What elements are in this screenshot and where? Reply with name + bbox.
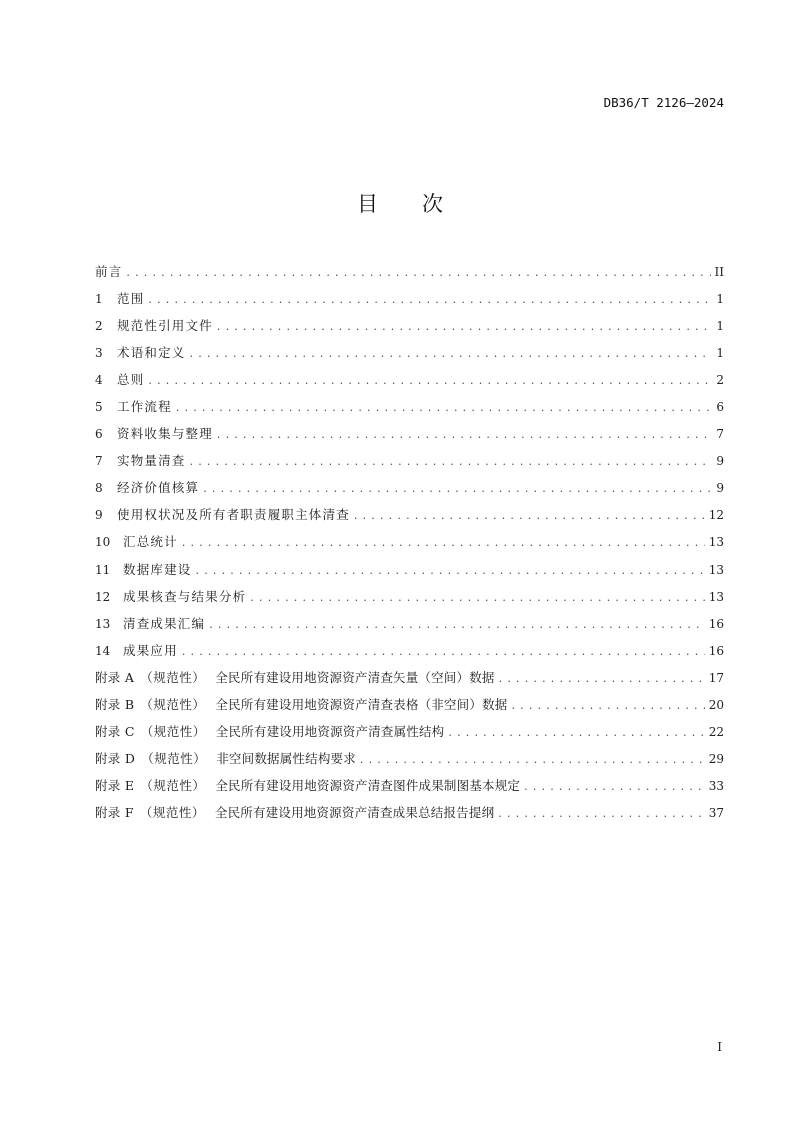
dot-leader (182, 643, 705, 661)
appendix-prefix: 附录 F (95, 804, 134, 820)
toc-entry-5[interactable] (95, 398, 724, 425)
toc-appendix-e[interactable] (95, 777, 724, 804)
toc-entry-number: 1 (95, 292, 103, 307)
toc-appendix-c[interactable] (95, 723, 724, 750)
standard-code: DB36/T 2126—2024 (603, 95, 724, 110)
toc-entry-label: 使用权状况及所有者职责履职主体清查 (117, 507, 350, 523)
appendix-label: 全民所有建设用地资源资产清查属性结构 (215, 723, 445, 739)
toc-entry-number: 14 (95, 643, 111, 658)
toc-entry-label: 经济价值核算 (117, 480, 200, 496)
toc-entry-label: 前言 (95, 264, 123, 279)
dot-leader (190, 345, 713, 363)
toc-entry-11[interactable] (95, 561, 724, 588)
toc-entry-page: 2 (716, 373, 724, 388)
toc-entry-page: 13 (708, 535, 724, 550)
toc-appendix-b[interactable] (95, 696, 724, 723)
page-title (0, 188, 800, 218)
appendix-type: （规范性） (140, 723, 206, 739)
toc-entry-13[interactable] (95, 615, 724, 642)
toc-entry-label: 实物量清查 (117, 453, 186, 469)
toc-entry-page: 16 (708, 616, 724, 631)
toc-entry-label: 术语和定义 (117, 345, 186, 361)
dot-leader (360, 751, 705, 769)
toc-entry-8[interactable] (95, 479, 724, 506)
toc-entry-number: 13 (95, 616, 111, 631)
toc-appendix-a[interactable] (95, 669, 724, 696)
dot-leader (250, 589, 704, 607)
dot-leader (176, 399, 713, 417)
appendix-prefix: 附录 A (95, 669, 135, 685)
toc-entry-page: 9 (716, 454, 724, 469)
dot-leader (511, 697, 704, 715)
toc-entry-page: 13 (708, 562, 724, 577)
toc-entry-foreword[interactable] (95, 263, 724, 290)
appendix-page: 37 (708, 805, 724, 820)
toc-entry-3[interactable] (95, 344, 724, 371)
toc-entry-number: 7 (95, 454, 103, 469)
appendix-page: 33 (708, 778, 724, 793)
appendix-type: （规范性） (140, 669, 206, 685)
table-of-contents (95, 263, 724, 831)
appendix-page: 29 (708, 751, 724, 766)
toc-entry-label: 成果应用 (123, 642, 178, 658)
toc-entry-page: 16 (708, 643, 724, 658)
appendix-prefix: 附录 E (95, 777, 135, 793)
dot-leader (209, 616, 705, 634)
appendix-label: 全民所有建设用地资源资产清查表格（非空间）数据 (215, 696, 508, 712)
dot-leader (217, 426, 712, 444)
dot-leader (148, 291, 712, 309)
toc-entry-page: 6 (716, 400, 724, 415)
toc-appendix-d[interactable] (95, 750, 724, 777)
page-number: I (717, 1040, 722, 1054)
toc-entry-label: 总则 (117, 372, 145, 388)
toc-entry-page: 1 (716, 346, 724, 361)
toc-entry-12[interactable] (95, 588, 724, 615)
toc-entry-number: 8 (95, 481, 103, 496)
dot-leader (203, 480, 712, 498)
appendix-type: （规范性） (139, 804, 205, 820)
appendix-prefix: 附录 B (95, 696, 135, 712)
toc-entry-6[interactable] (95, 425, 724, 452)
appendix-prefix: 附录 C (95, 723, 135, 739)
toc-entry-page: 12 (708, 508, 724, 523)
toc-entry-page: 1 (716, 319, 724, 334)
dot-leader (354, 507, 705, 525)
appendix-prefix: 附录 D (95, 750, 136, 766)
appendix-label: 全民所有建设用地资源资产清查成果总结报告提纲 (214, 804, 495, 820)
dot-leader (499, 670, 705, 688)
dot-leader (148, 372, 712, 390)
toc-entry-number: 12 (95, 589, 111, 604)
toc-entry-number: 4 (95, 373, 103, 388)
toc-entry-10[interactable] (95, 533, 724, 560)
appendix-type: （规范性） (140, 777, 206, 793)
toc-entry-9[interactable] (95, 506, 724, 533)
toc-entry-page: II (714, 265, 724, 279)
appendix-type: （规范性） (140, 696, 206, 712)
toc-entry-label: 资料收集与整理 (117, 426, 213, 442)
toc-entry-page: 7 (716, 427, 724, 442)
dot-leader (190, 453, 713, 471)
appendix-label: 非空间数据属性结构要求 (216, 750, 356, 766)
toc-entry-label: 范围 (117, 291, 145, 307)
appendix-label: 全民所有建设用地资源资产清查矢量（空间）数据 (215, 669, 495, 685)
dot-leader (217, 318, 712, 336)
toc-entry-number: 11 (95, 562, 111, 577)
appendix-type: （规范性） (141, 750, 207, 766)
dot-leader (196, 562, 705, 580)
toc-entry-label: 数据库建设 (123, 561, 192, 577)
toc-entry-7[interactable] (95, 452, 724, 479)
toc-entry-label: 汇总统计 (123, 534, 178, 550)
title-char-2: 次 (422, 192, 443, 216)
toc-entry-number: 6 (95, 427, 103, 442)
toc-entry-4[interactable] (95, 371, 724, 398)
appendix-label: 全民所有建设用地资源资产清查图件成果制图基本规定 (215, 777, 521, 793)
appendix-page: 17 (708, 670, 724, 685)
toc-entry-label: 工作流程 (117, 399, 172, 415)
toc-entry-14[interactable] (95, 642, 724, 669)
toc-entry-label: 清查成果汇编 (123, 615, 206, 631)
toc-entry-number: 9 (95, 508, 103, 523)
toc-entry-label: 成果核查与结果分析 (123, 588, 247, 604)
toc-entry-number: 5 (95, 400, 103, 415)
toc-entry-page: 1 (716, 292, 724, 307)
appendix-page: 20 (708, 697, 724, 712)
dot-leader (498, 805, 704, 823)
toc-entry-page: 13 (708, 589, 724, 604)
toc-entry-number: 3 (95, 346, 103, 361)
toc-entry-label: 规范性引用文件 (117, 318, 213, 334)
dot-leader (448, 724, 704, 742)
toc-appendix-f[interactable] (95, 804, 724, 831)
toc-entry-2[interactable] (95, 317, 724, 344)
title-char-1: 目 (357, 192, 378, 216)
appendix-page: 22 (708, 724, 724, 739)
toc-entry-number: 10 (95, 535, 111, 550)
toc-entry-1[interactable] (95, 290, 724, 317)
dot-leader (524, 778, 705, 796)
toc-entry-number: 2 (95, 319, 103, 334)
dot-leader (182, 534, 705, 552)
dot-leader (126, 264, 710, 282)
toc-entry-page: 9 (716, 481, 724, 496)
